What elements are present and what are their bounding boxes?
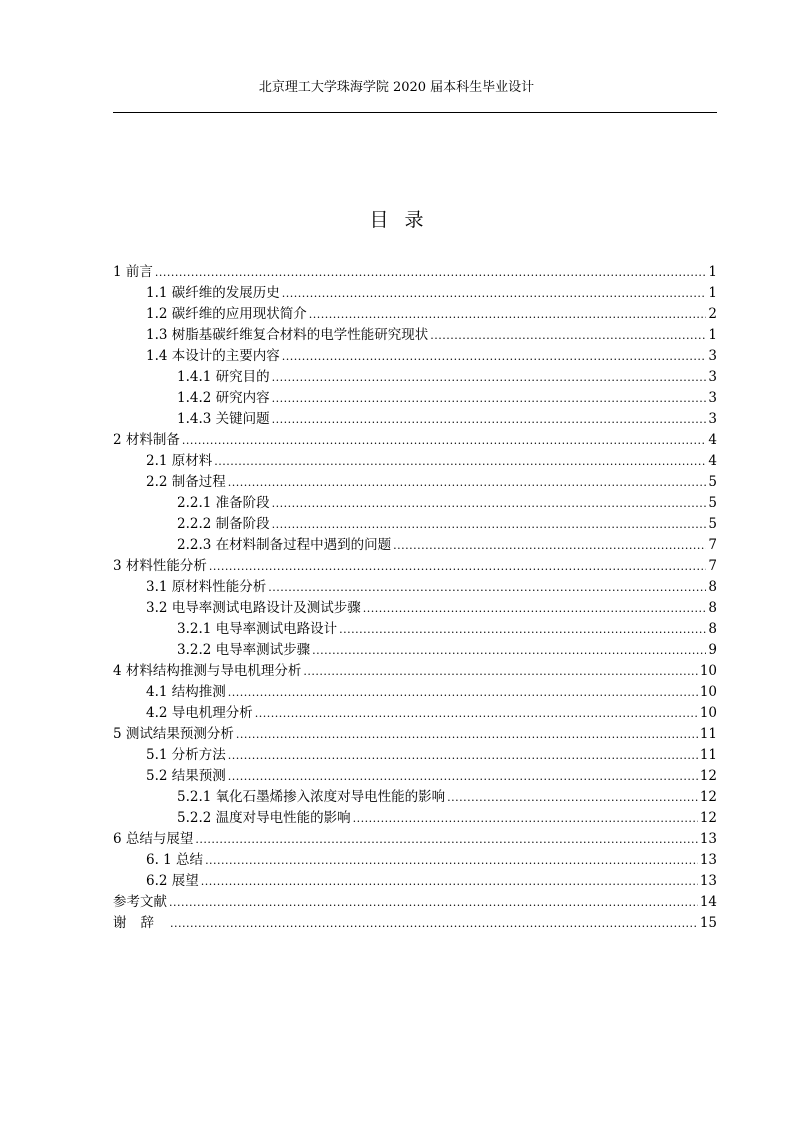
toc-entry-page-number: 12 <box>699 810 717 826</box>
toc-entry-title: 3.2 电导率测试电路设计及测试步骤 <box>146 600 361 616</box>
toc-entry-page-number: 1 <box>708 285 717 301</box>
dot-leader <box>309 308 707 321</box>
page-header: 北京理工大学珠海学院 2020 届本科生毕业设计 <box>258 80 535 95</box>
dot-leader <box>228 749 698 762</box>
toc-entry[interactable] <box>113 260 717 281</box>
toc-entry-title: 1.4 本设计的主要内容 <box>146 348 280 364</box>
toc-entry-page-number: 13 <box>699 873 717 889</box>
toc-entry-page-number: 5 <box>708 495 717 511</box>
toc-entry[interactable] <box>113 407 717 428</box>
toc-title: 目录 <box>369 209 440 231</box>
toc-entry-title: 4 材料结构推测与导电机理分析 <box>113 663 302 679</box>
toc-entry[interactable] <box>113 785 717 806</box>
toc-entry[interactable] <box>113 302 717 323</box>
toc-entry-page-number: 11 <box>699 747 717 763</box>
dot-leader <box>195 833 697 846</box>
dot-leader <box>430 329 706 342</box>
toc-entry[interactable] <box>113 743 717 764</box>
dot-leader <box>201 875 698 888</box>
toc-entry-title: 4.2 导电机理分析 <box>146 705 253 721</box>
toc-entry-page-number: 12 <box>699 789 717 805</box>
table-of-contents <box>113 260 717 932</box>
dot-leader <box>209 560 707 573</box>
dot-leader <box>155 266 707 279</box>
toc-entry-page-number: 11 <box>699 726 717 742</box>
toc-entry-title: 参考文献 <box>113 894 167 910</box>
toc-entry[interactable] <box>113 680 717 701</box>
dot-leader <box>268 581 706 594</box>
toc-entry[interactable] <box>113 617 717 638</box>
toc-entry-title: 5.2.1 氧化石墨烯掺入浓度对导电性能的影响 <box>177 789 446 805</box>
dot-leader <box>272 392 707 405</box>
dot-leader <box>272 413 707 426</box>
toc-entry[interactable] <box>113 911 717 932</box>
toc-entry[interactable] <box>113 323 717 344</box>
dot-leader <box>228 770 698 783</box>
dot-leader <box>214 455 706 468</box>
toc-entry-title: 1.1 碳纤维的发展历史 <box>146 285 280 301</box>
toc-entry[interactable] <box>113 701 717 722</box>
toc-entry[interactable] <box>113 470 717 491</box>
toc-entry[interactable] <box>113 722 717 743</box>
toc-entry-title: 1.4.3 关键问题 <box>177 411 270 427</box>
dot-leader <box>363 602 707 615</box>
toc-entry-title: 5.2 结果预测 <box>146 768 226 784</box>
toc-entry-page-number: 4 <box>708 453 717 469</box>
toc-entry-page-number: 3 <box>708 411 717 427</box>
toc-entry-title: 2.2.3 在材料制备过程中遇到的问题 <box>177 537 392 553</box>
toc-entry-title: 6. 1 总结 <box>146 852 204 868</box>
toc-entry-page-number: 9 <box>708 642 717 658</box>
toc-entry-page-number: 14 <box>699 894 717 910</box>
toc-entry[interactable] <box>113 365 717 386</box>
toc-entry-page-number: 2 <box>708 306 717 322</box>
toc-entry-title: 1.2 碳纤维的应用现状简介 <box>146 306 307 322</box>
toc-entry[interactable] <box>113 764 717 785</box>
toc-entry-title: 2 材料制备 <box>113 432 180 448</box>
toc-entry[interactable] <box>113 827 717 848</box>
toc-entry[interactable] <box>113 386 717 407</box>
toc-entry-title: 3.1 原材料性能分析 <box>146 579 267 595</box>
toc-entry-page-number: 1 <box>708 264 717 280</box>
toc-entry-title: 谢辞 <box>113 915 168 931</box>
dot-leader <box>169 896 698 909</box>
toc-entry-page-number: 10 <box>699 663 717 679</box>
toc-entry-page-number: 4 <box>708 432 717 448</box>
dot-leader <box>339 623 706 636</box>
toc-entry[interactable] <box>113 554 717 575</box>
toc-entry-title: 6 总结与展望 <box>113 831 194 847</box>
toc-entry-page-number: 13 <box>699 852 717 868</box>
dot-leader <box>170 917 698 930</box>
toc-entry-page-number: 12 <box>699 768 717 784</box>
dot-leader <box>393 539 706 552</box>
toc-entry[interactable] <box>113 449 717 470</box>
toc-entry-title: 2.2.1 准备阶段 <box>177 495 270 511</box>
toc-entry[interactable] <box>113 806 717 827</box>
dot-leader <box>447 791 698 804</box>
toc-entry-title: 4.1 结构推测 <box>146 684 226 700</box>
dot-leader <box>182 434 707 447</box>
dot-leader <box>228 686 698 699</box>
toc-entry-title: 1.4.2 研究内容 <box>177 390 270 406</box>
dot-leader <box>282 287 707 300</box>
toc-entry-title: 3.2.1 电导率测试电路设计 <box>177 621 338 637</box>
toc-entry-page-number: 7 <box>708 537 717 553</box>
toc-entry-page-number: 3 <box>708 390 717 406</box>
toc-entry[interactable] <box>113 890 717 911</box>
toc-entry[interactable] <box>113 638 717 659</box>
toc-entry-page-number: 1 <box>708 327 717 343</box>
toc-entry-page-number: 10 <box>699 684 717 700</box>
toc-entry-title: 1.3 树脂基碳纤维复合材料的电学性能研究现状 <box>146 327 429 343</box>
toc-entry-page-number: 5 <box>708 516 717 532</box>
toc-entry-page-number: 5 <box>708 474 717 490</box>
dot-leader <box>255 707 698 720</box>
toc-entry[interactable] <box>113 512 717 533</box>
toc-entry[interactable] <box>113 659 717 680</box>
dot-leader <box>282 350 707 363</box>
toc-entry-page-number: 3 <box>708 369 717 385</box>
dot-leader <box>353 812 698 825</box>
dot-leader <box>312 644 706 657</box>
toc-entry[interactable] <box>113 491 717 512</box>
toc-entry-page-number: 8 <box>708 621 717 637</box>
toc-entry-title: 1.4.1 研究目的 <box>177 369 270 385</box>
toc-entry-title: 1 前言 <box>113 264 153 280</box>
toc-entry-title: 5 测试结果预测分析 <box>113 726 234 742</box>
toc-entry-page-number: 7 <box>708 558 717 574</box>
toc-entry[interactable] <box>113 596 717 617</box>
toc-entry[interactable] <box>113 281 717 302</box>
toc-entry-title: 2.2 制备过程 <box>146 474 226 490</box>
toc-entry-page-number: 13 <box>699 831 717 847</box>
toc-entry[interactable] <box>113 848 717 869</box>
toc-entry-title: 5.1 分析方法 <box>146 747 226 763</box>
toc-entry-title: 2.2.2 制备阶段 <box>177 516 270 532</box>
toc-entry-title: 3.2.2 电导率测试步骤 <box>177 642 311 658</box>
dot-leader <box>236 728 698 741</box>
toc-entry-page-number: 10 <box>699 705 717 721</box>
toc-entry-page-number: 15 <box>699 915 717 931</box>
toc-entry-title: 3 材料性能分析 <box>113 558 207 574</box>
dot-leader <box>272 497 707 510</box>
dot-leader <box>228 476 707 489</box>
toc-entry[interactable] <box>113 869 717 890</box>
header-rule <box>113 112 717 113</box>
toc-entry-page-number: 8 <box>708 600 717 616</box>
toc-entry-page-number: 3 <box>708 348 717 364</box>
toc-entry-page-number: 8 <box>708 579 717 595</box>
dot-leader <box>272 371 707 384</box>
toc-entry[interactable] <box>113 428 717 449</box>
dot-leader <box>303 665 697 678</box>
toc-entry[interactable] <box>113 533 717 554</box>
toc-entry[interactable] <box>113 575 717 596</box>
dot-leader <box>205 854 698 867</box>
dot-leader <box>272 518 707 531</box>
toc-entry-title: 6.2 展望 <box>146 873 199 889</box>
toc-entry-title: 5.2.2 温度对导电性能的影响 <box>177 810 351 826</box>
toc-entry[interactable] <box>113 344 717 365</box>
toc-entry-title: 2.1 原材料 <box>146 453 213 469</box>
